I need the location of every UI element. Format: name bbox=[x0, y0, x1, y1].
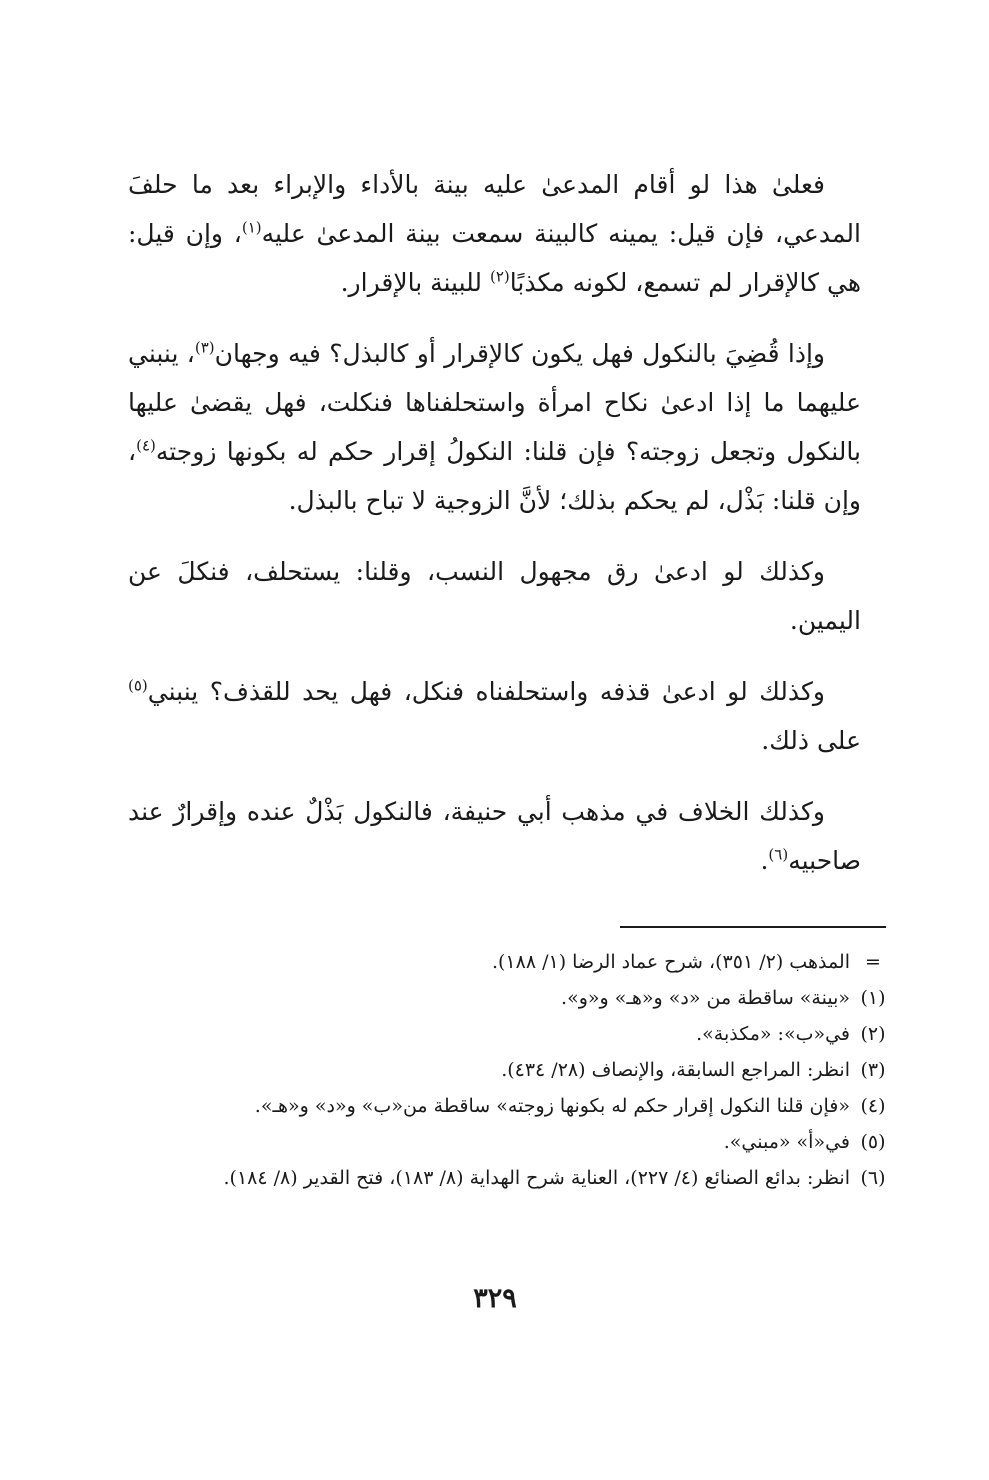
paragraph bbox=[128, 329, 861, 525]
text-run: على ذلك. bbox=[761, 726, 861, 755]
footnote bbox=[128, 980, 896, 1016]
footnotes bbox=[128, 944, 896, 1196]
paragraph bbox=[128, 547, 861, 645]
footnote-marker: (٤) bbox=[136, 436, 156, 455]
footnote bbox=[128, 1124, 896, 1160]
text-run: . bbox=[760, 846, 769, 875]
footnote bbox=[128, 944, 896, 980]
footnote-text: انظر: المراجع السابقة، والإنصاف (٢٨/ ٤٣٤). bbox=[501, 1059, 850, 1081]
text-run: فعلىٰ هذا لو أقام المدعىٰ عليه بينة بالأداء والإبراء بعد ما حلفَ المدعي، فإن قيل: يمينه كالبينة سمعت بينة المدعىٰ عليه bbox=[128, 170, 861, 248]
text-run: ، وإن قلنا: بَذْل، لم يحكم بذلك؛ لأنَّ الزوجية لا تباح بالبذل. bbox=[128, 437, 861, 515]
paragraph bbox=[128, 787, 861, 885]
text-run: وكذلك الخلاف في مذهب أبي حنيفة، فالنكول بَذْلٌ عنده وإقرارٌ عند صاحبيه bbox=[128, 797, 861, 875]
footnote bbox=[128, 1088, 896, 1124]
text-run: وكذلك لو ادعىٰ قذفه واستحلفناه فنكل، فهل يحد للقذف؟ ينبني bbox=[147, 677, 825, 706]
footnote-text: في«ب»: «مكذبة». bbox=[696, 1023, 850, 1045]
footnote-number: (٢) bbox=[860, 1023, 886, 1045]
footnote-marker: (٢) bbox=[489, 267, 510, 286]
footnote-number: (١) bbox=[860, 987, 886, 1009]
footnote bbox=[128, 1052, 896, 1088]
footnote-text: «فإن قلنا النكول إقرار حكم له بكونها زوجته» ساقطة من«ب» و«د» و«هـ». bbox=[254, 1095, 850, 1117]
main-text bbox=[128, 160, 861, 907]
footnote-marker: (٣) bbox=[194, 338, 215, 357]
text-run: للبينة بالإقرار. bbox=[340, 268, 490, 297]
text-run: ، ينبني عليهما ما إذا ادعىٰ نكاح امرأة واستحلفناها فنكلت، فهل يقضىٰ عليها بالنكول وتجعل زوجته؟ فإن قلنا: النكولُ إقرار حكم له بكونها زوجته bbox=[128, 339, 861, 466]
footnote-number: (٣) bbox=[860, 1059, 886, 1081]
footnote-number: (٥) bbox=[860, 1131, 886, 1153]
text-run: ، وإن قيل: هي كالإقرار لم تسمع، لكونه مكذبًا bbox=[128, 219, 861, 297]
footnote-number: = bbox=[865, 951, 881, 973]
footnote-text: في«أ» «مبني». bbox=[723, 1131, 850, 1153]
footnote-separator bbox=[620, 926, 886, 928]
footnote-text: «بينة» ساقطة من «د» و«هـ» و«و». bbox=[561, 987, 850, 1009]
footnote bbox=[128, 1160, 896, 1196]
page-number: ٣٢٩ bbox=[473, 1283, 517, 1314]
text-run: وكذلك لو ادعىٰ رق مجهول النسب، وقلنا: يستحلف، فنكلَ عن اليمين. bbox=[128, 557, 861, 635]
footnote-text: انظر: بدائع الصنائع (٤/ ٢٢٧)، العناية شرح الهداية (٨/ ١٨٣)، فتح القدير (٨/ ١٨٤). bbox=[223, 1167, 850, 1189]
paragraph bbox=[128, 160, 861, 307]
footnote-text: المذهب (٢/ ٣٥١)، شرح عماد الرضا (١/ ١٨٨). bbox=[491, 951, 850, 973]
footnote-marker: (٦) bbox=[768, 845, 789, 864]
footnote bbox=[128, 1016, 896, 1052]
footnote-marker: (٥) bbox=[128, 676, 148, 695]
paragraph bbox=[128, 667, 861, 765]
footnote-marker: (١) bbox=[241, 218, 262, 237]
footnote-number: (٤) bbox=[860, 1095, 886, 1117]
text-run: وإذا قُضِيَ بالنكول فهل يكون كالإقرار أو كالبذل؟ فيه وجهان bbox=[214, 339, 825, 368]
footnote-number: (٦) bbox=[860, 1167, 886, 1189]
